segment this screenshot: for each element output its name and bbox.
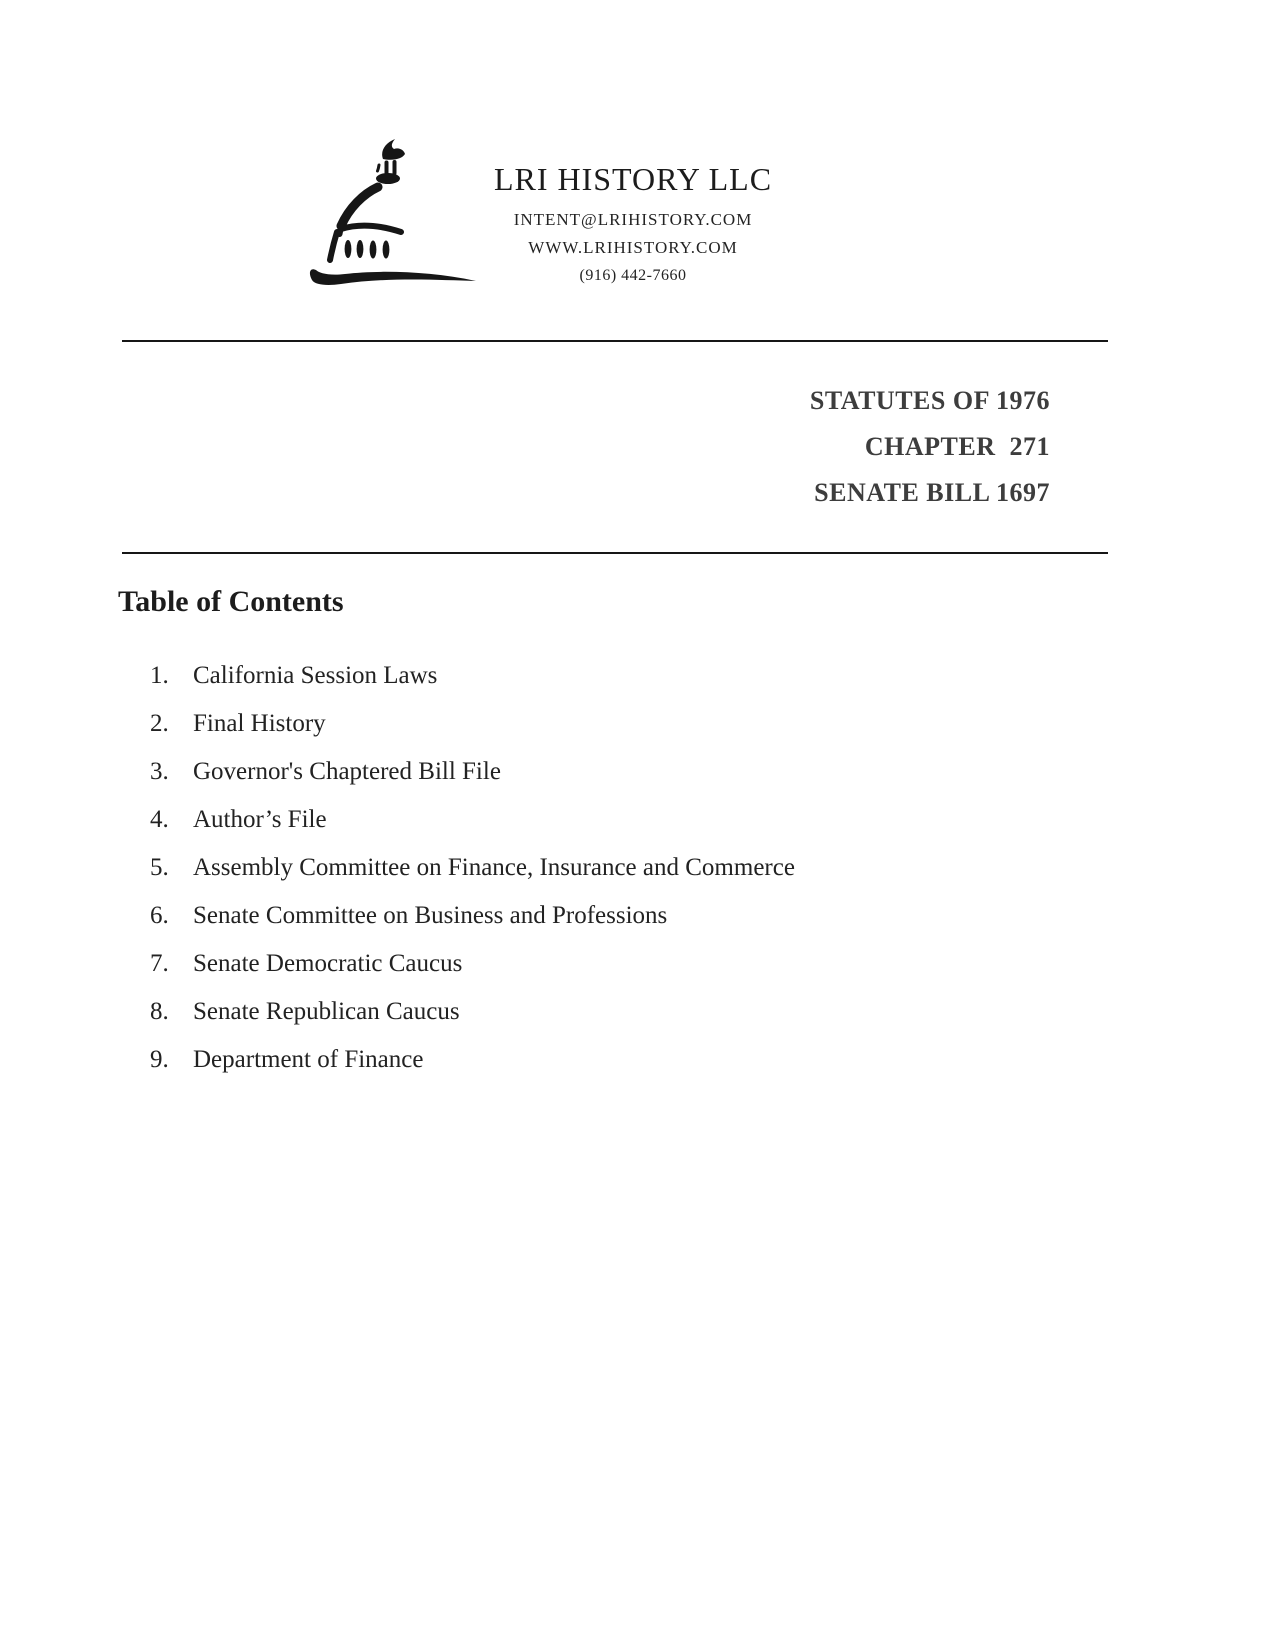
toc-item xyxy=(150,844,795,892)
toc-item-label: Author’s File xyxy=(193,806,327,833)
toc-item-number: 5. xyxy=(150,854,169,881)
toc-item-number: 8. xyxy=(150,998,169,1025)
toc-item xyxy=(150,748,795,796)
bill-reference-block xyxy=(810,378,1050,516)
toc-item-number: 9. xyxy=(150,1046,169,1073)
toc-item-number: 6. xyxy=(150,902,169,929)
phone-number: (916) 442-7660 xyxy=(579,267,687,284)
toc-item xyxy=(150,652,795,700)
toc-heading: Table of Contents xyxy=(118,585,344,618)
company-name: LRI HISTORY LLC xyxy=(493,161,773,197)
statutes-line: STATUTES OF 1976 xyxy=(809,386,1050,415)
toc-list xyxy=(150,652,795,1084)
toc-item-label: Senate Democratic Caucus xyxy=(193,950,463,977)
toc-item-label: Senate Republican Caucus xyxy=(193,998,460,1025)
toc-item xyxy=(150,988,795,1036)
toc-item-label: California Session Laws xyxy=(193,662,438,689)
toc-item xyxy=(150,940,795,988)
toc-item xyxy=(150,1036,795,1084)
letterhead-text xyxy=(428,160,838,290)
toc-item-number: 4. xyxy=(150,806,169,833)
toc-item-label: Department of Finance xyxy=(193,1046,424,1073)
toc-item-label: Governor's Chaptered Bill File xyxy=(193,758,501,785)
toc-item xyxy=(150,796,795,844)
toc-item-label: Senate Committee on Business and Professions xyxy=(193,902,668,929)
toc-item-number: 2. xyxy=(150,710,169,737)
website-url: WWW.LRIHISTORY.COM xyxy=(528,238,738,257)
divider-bottom xyxy=(122,552,1108,554)
email-address: INTENT@LRIHISTORY.COM xyxy=(513,210,753,229)
toc-item-number: 7. xyxy=(150,950,169,977)
senate-bill-line: SENATE BILL 1697 xyxy=(814,478,1050,507)
toc-item-number: 3. xyxy=(150,758,169,785)
logo-flag xyxy=(382,139,405,160)
chapter-line: CHAPTER 271 xyxy=(864,432,1050,461)
toc-item xyxy=(150,892,795,940)
divider-top xyxy=(122,340,1108,342)
toc-item xyxy=(150,700,795,748)
toc-item-label: Final History xyxy=(193,710,326,737)
toc-item-label: Assembly Committee on Finance, Insurance and Commerce xyxy=(193,854,795,881)
toc-item-number: 1. xyxy=(150,662,169,689)
